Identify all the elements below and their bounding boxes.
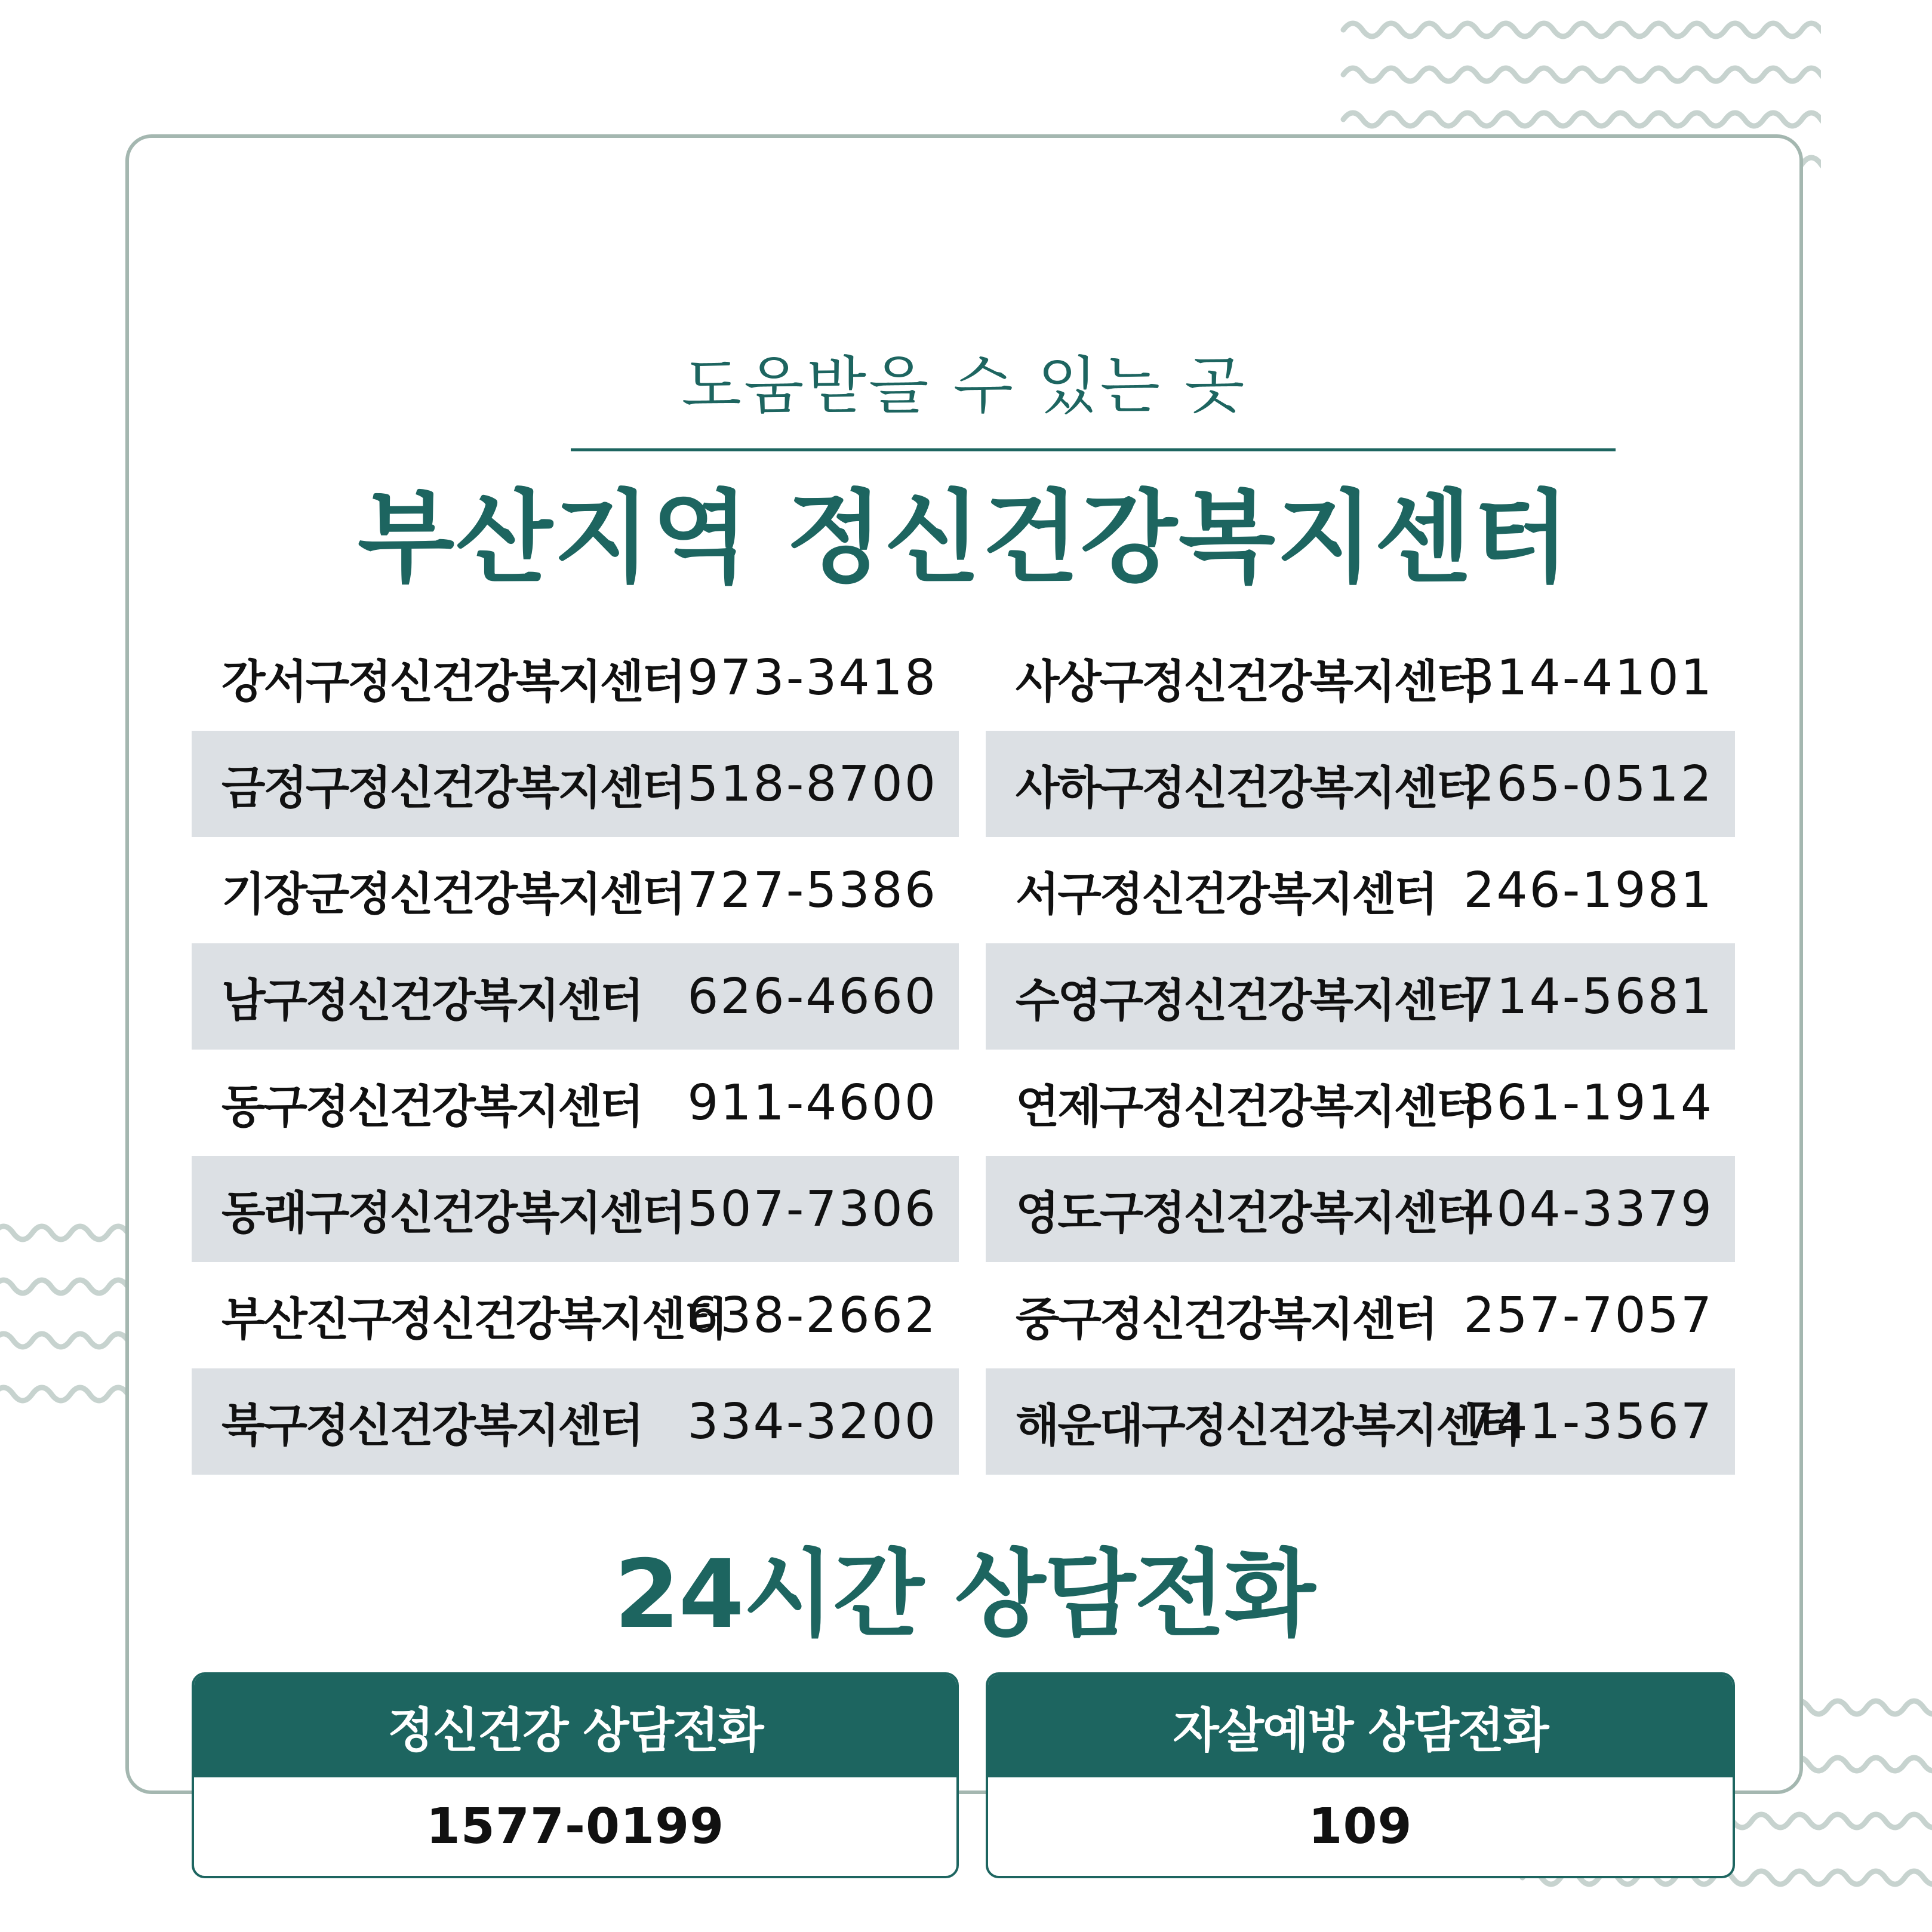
center-phone[interactable]: 973-3418 [687,649,937,706]
center-row [986,943,1735,1050]
wave-line [0,1280,128,1293]
center-name: 연제구정신건강복지센터 [1016,1079,1478,1133]
hotline-label: 정신건강 상담전화 [194,1675,956,1777]
center-phone[interactable]: 741-3567 [1463,1393,1713,1450]
hotline-heading: 24시간 상담전화 [614,1540,1315,1650]
center-name: 서구정신건강복지센터 [1016,867,1436,921]
center-phone[interactable]: 257-7057 [1463,1287,1713,1344]
center-row [192,837,959,943]
mental-health-hotline [192,1672,959,1878]
center-row [192,1050,959,1156]
center-phone[interactable]: 911-4600 [687,1074,937,1131]
center-row [192,1156,959,1262]
center-name: 부산진구정신건강복지센터 [221,1292,726,1346]
subtitle: 도움받을 수 있는 곳 [681,349,1247,422]
center-name: 남구정신건강복지센터 [221,973,642,1027]
center-phone[interactable]: 714-5681 [1463,968,1713,1025]
hotline-number[interactable]: 109 [1308,1798,1413,1855]
center-row [986,1368,1735,1475]
center-name: 수영구정신건강복지센터 [1016,973,1478,1027]
center-phone[interactable]: 861-1914 [1463,1074,1713,1131]
center-phone[interactable]: 626-4660 [687,968,937,1025]
wave-pattern-left [0,1215,128,1415]
center-phone[interactable]: 727-5386 [687,862,937,919]
center-row [192,624,959,731]
center-name: 사하구정신건강복지센터 [1016,761,1478,814]
center-name: 동구정신건강복지센터 [221,1079,642,1133]
center-name: 사상구정신건강복지센터 [1016,654,1478,708]
center-phone[interactable]: 314-4101 [1463,649,1713,706]
center-phone[interactable]: 334-3200 [687,1393,937,1450]
hotline-label: 자살예방 상담전화 [988,1675,1733,1777]
center-name: 동래구정신건강복지센터 [221,1186,684,1239]
center-row [986,1262,1735,1368]
center-name: 영도구정신건강복지센터 [1016,1186,1478,1239]
wave-line [1343,23,1821,36]
info-card [125,134,1803,1855]
wave-line [1343,113,1821,126]
suicide-prevention-hotline [986,1672,1735,1878]
center-phone[interactable]: 265-0512 [1463,755,1713,813]
center-phone[interactable]: 507-7306 [687,1180,937,1238]
center-name: 강서구정신건강복지센터 [221,654,684,708]
center-row [192,731,959,837]
wave-line [0,1334,128,1347]
center-row [192,943,959,1050]
center-row [986,624,1735,731]
wave-line [0,1226,128,1239]
center-row [192,1262,959,1368]
center-phone[interactable]: 518-8700 [687,755,937,813]
hotline-number[interactable]: 1577-0199 [426,1798,725,1855]
center-name: 북구정신건강복지센터 [221,1398,642,1452]
page-title: 부산지역 정신건강복지센터 [358,479,1571,596]
center-name: 금정구정신건강복지센터 [221,761,684,814]
divider [571,448,1616,451]
center-name: 중구정신건강복지센터 [1016,1292,1436,1346]
center-phone[interactable]: 404-3379 [1463,1180,1713,1238]
center-row [986,1050,1735,1156]
wave-line [0,1388,128,1401]
center-row [986,731,1735,837]
center-phone[interactable]: 246-1981 [1463,862,1713,919]
center-name: 기장군정신건강복지센터 [221,867,684,921]
wave-line [1343,68,1821,81]
center-name: 해운대구정신건강복지센터 [1016,1398,1520,1452]
center-phone[interactable]: 638-2662 [687,1287,937,1344]
center-row [986,837,1735,943]
center-row [192,1368,959,1475]
center-row [986,1156,1735,1262]
